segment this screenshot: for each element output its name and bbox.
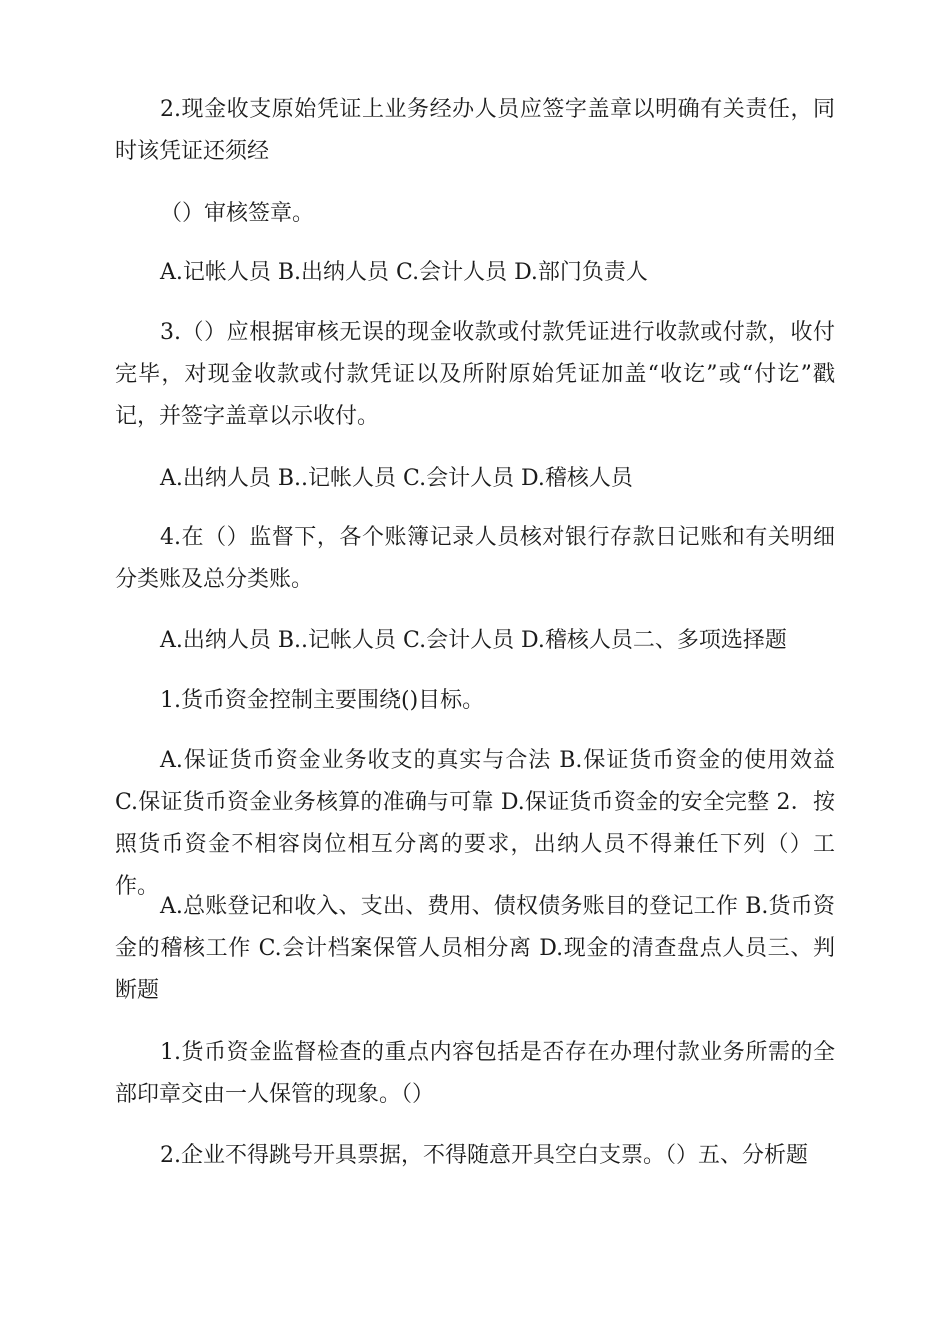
question-4-options: A.出纳人员 B..记帐人员 C.会计人员 D.稽核人员二、多项选择题 <box>160 628 787 653</box>
true-false-question-2: 2.企业不得跳号开具票据，不得随意开具空白支票。（）五、分析题 <box>160 1143 808 1168</box>
question-2-stem: 2.现金收支原始凭证上业务经办人员应签字盖章以明确有关责任，同时该凭证还须经 <box>115 97 835 164</box>
multi-choice-question-1-stem: 1.货币资金控制主要围绕()目标。 <box>160 688 485 713</box>
question-3-stem: 3.（）应根据审核无误的现金收款或付款凭证进行收款或付款，收付完毕，对现金收款或付款凭证以及所附原始凭证加盖“收讫”或“付讫”戳记，并签字盖章以示收付。 <box>115 320 835 429</box>
true-false-question-1: 1.货币资金监督检查的重点内容包括是否存在办理付款业务所需的全部印章交由一人保管的现象。（） <box>115 1040 835 1107</box>
question-2-options: A.记帐人员 B.出纳人员 C.会计人员 D.部门负责人 <box>160 260 648 285</box>
question-3-options: A.出纳人员 B..记帐人员 C.会计人员 D.稽核人员 <box>160 466 633 491</box>
multi-choice-question-1-options: A.保证货币资金业务收支的真实与合法 B.保证货币资金的使用效益 C.保证货币资金业务核算的准确与可靠 D.保证货币资金的安全完整 2．按照货币资金不相容岗位相互分离的要求，出纳人员不得兼任下列（）工作。 <box>115 748 835 899</box>
question-2-stem-continued: （）审核签章。 <box>160 201 315 226</box>
question-4-stem: 4.在（）监督下，各个账簿记录人员核对银行存款日记账和有关明细分类账及总分类账。 <box>115 525 835 592</box>
multi-choice-question-2-options: A.总账登记和收入、支出、费用、债权债务账目的登记工作 B.货币资金的稽核工作 C.会计档案保管人员相分离 D.现金的清查盘点人员三、判断题 <box>115 894 835 1003</box>
